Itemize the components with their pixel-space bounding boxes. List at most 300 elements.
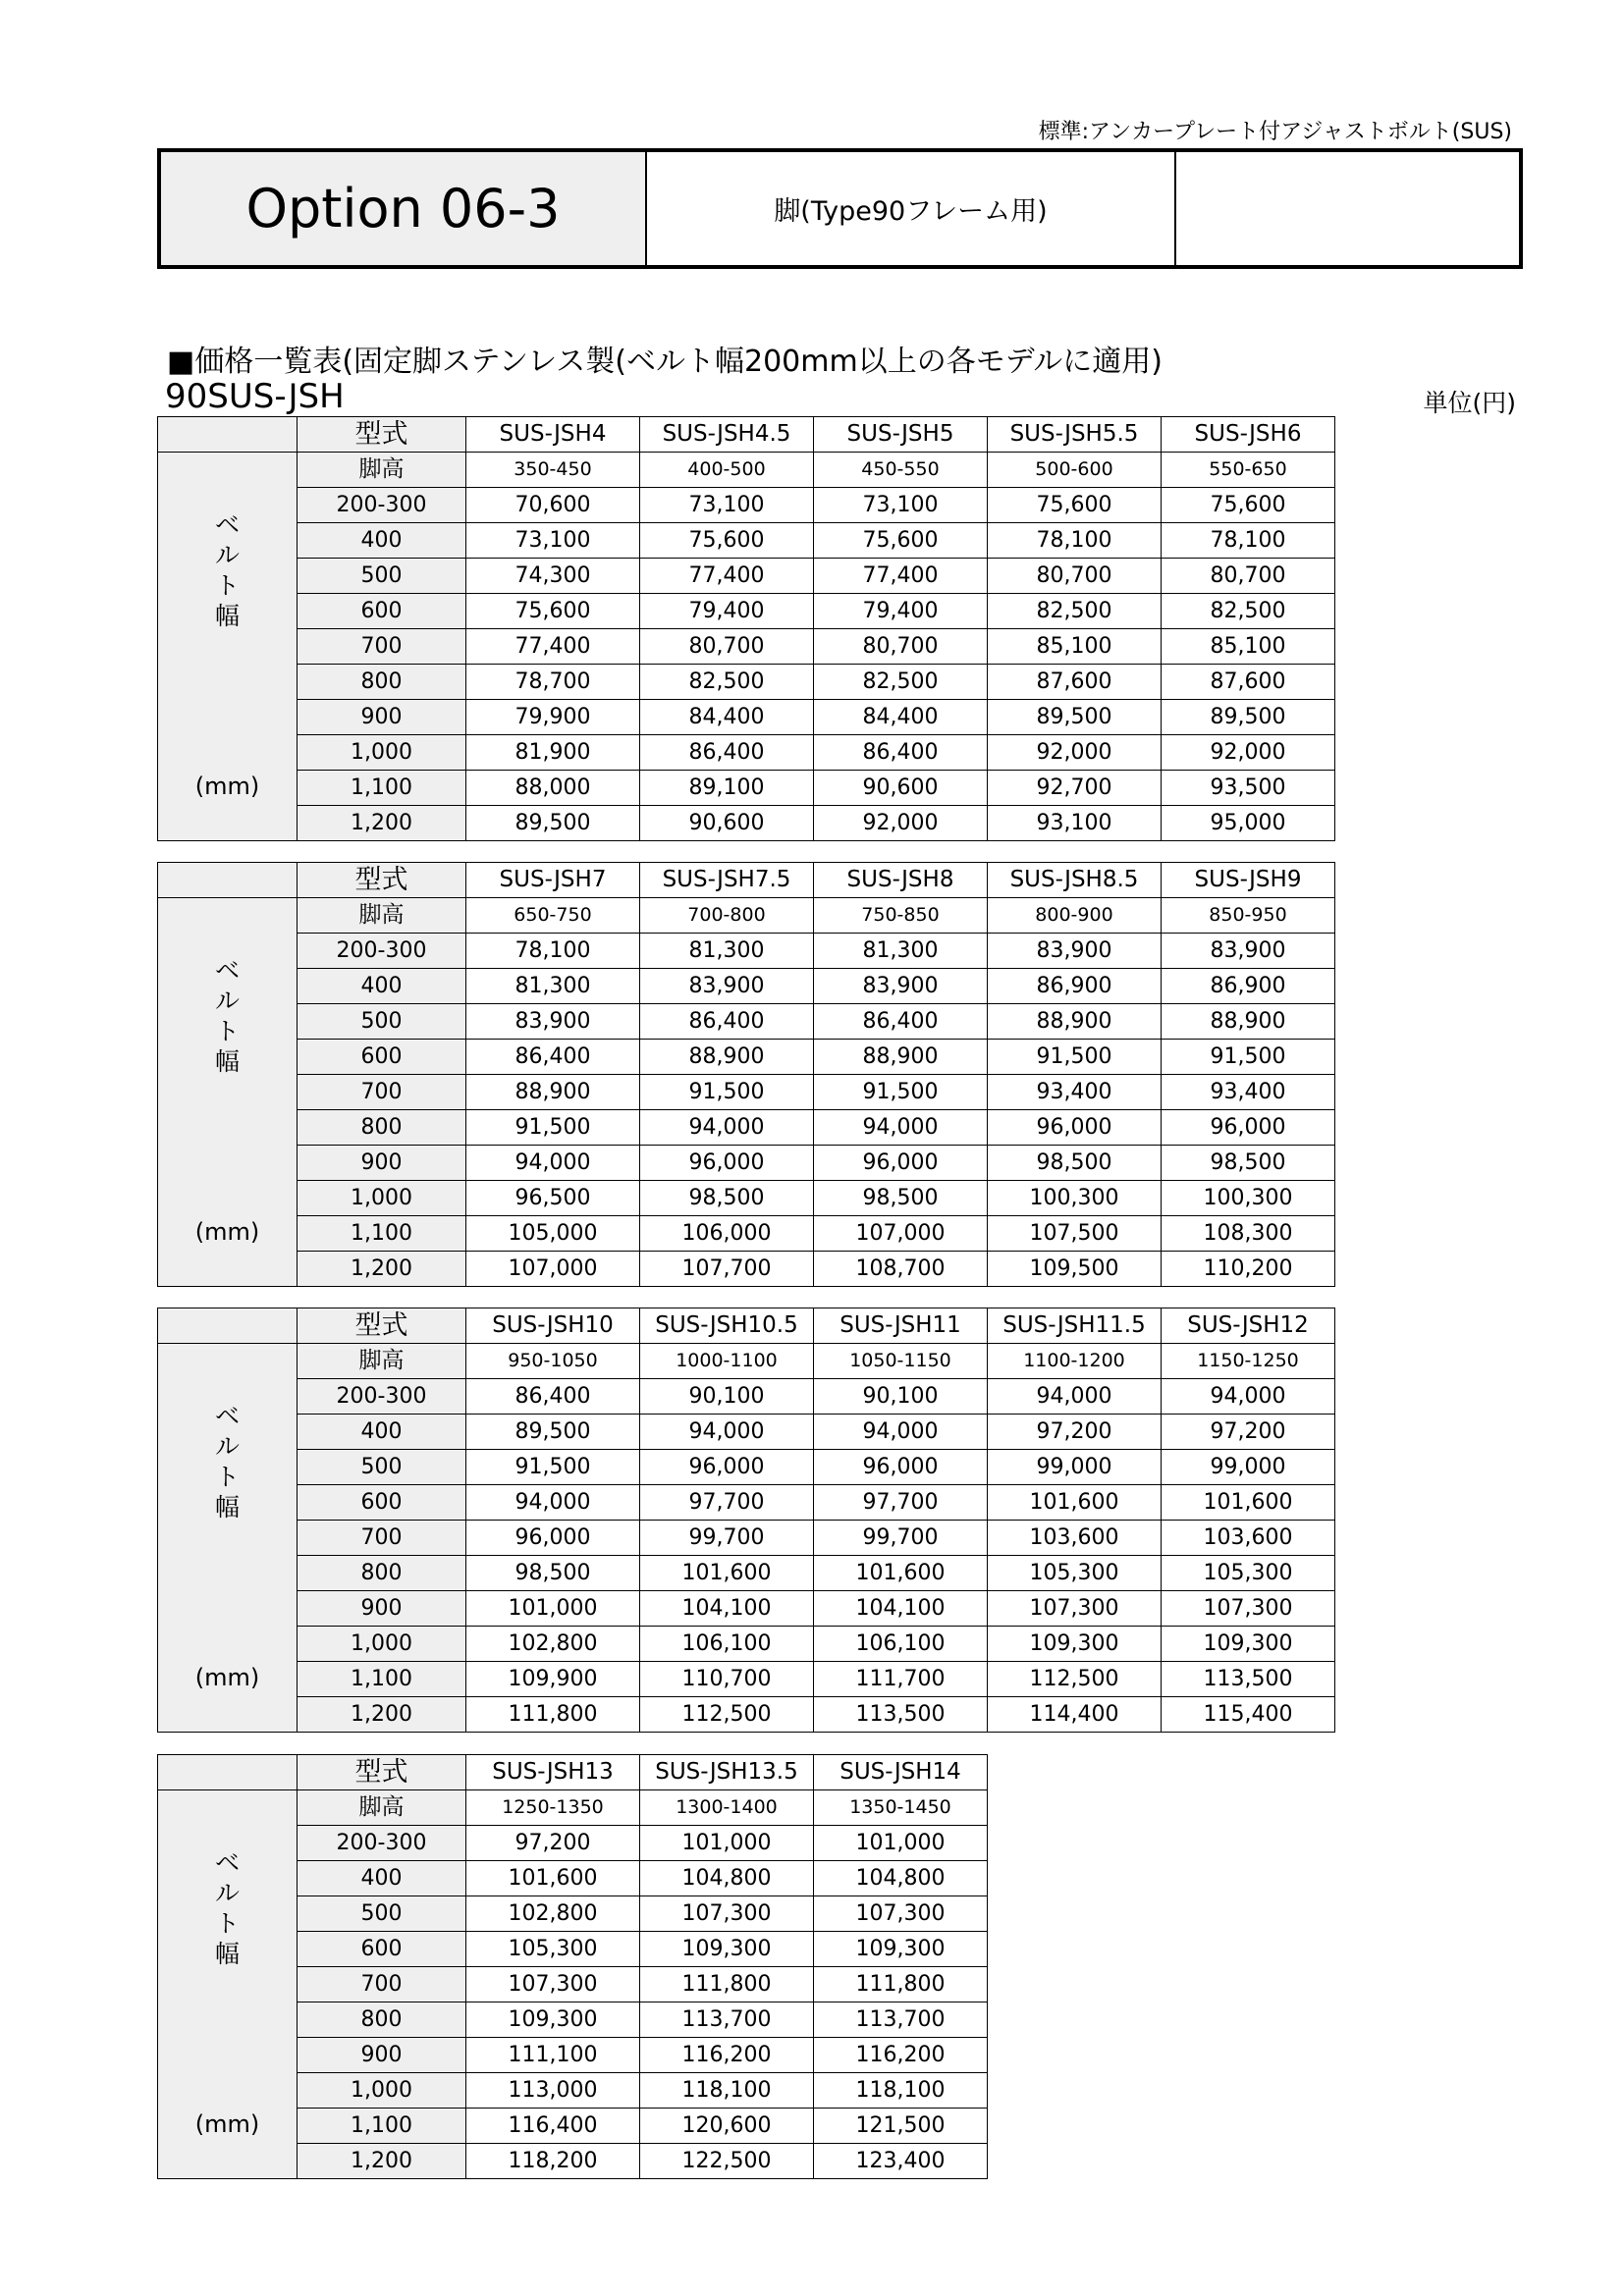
price-cell: 98,500 <box>988 1146 1162 1181</box>
price-cell: 111,700 <box>814 1662 988 1697</box>
model-name: SUS-JSH7 <box>466 863 640 898</box>
price-cell: 86,400 <box>814 735 988 771</box>
price-cell: 84,400 <box>814 700 988 735</box>
price-cell: 89,500 <box>466 806 640 841</box>
price-cell: 77,400 <box>466 629 640 665</box>
price-cell: 94,000 <box>466 1146 640 1181</box>
belt-width-char: ト <box>214 1017 240 1045</box>
model-name: SUS-JSH7.5 <box>640 863 814 898</box>
price-cell: 96,000 <box>814 1146 988 1181</box>
belt-width-value: 200-300 <box>298 1379 466 1415</box>
price-cell: 98,500 <box>466 1556 640 1591</box>
price-cell: 110,200 <box>1162 1252 1335 1287</box>
price-cell: 105,300 <box>466 1932 640 1967</box>
belt-width-value: 600 <box>298 1485 466 1521</box>
belt-width-char: ベ <box>214 1402 240 1430</box>
height-label: 脚高 <box>298 898 466 934</box>
price-cell: 107,300 <box>466 1967 640 2002</box>
price-cell: 85,100 <box>988 629 1162 665</box>
price-cell: 101,000 <box>640 1826 814 1861</box>
price-cell: 94,000 <box>1162 1379 1335 1415</box>
table-row <box>158 488 1335 523</box>
belt-width-value: 1,200 <box>298 1697 466 1733</box>
table-row <box>158 806 1335 841</box>
price-cell: 123,400 <box>814 2144 988 2179</box>
price-cell: 101,600 <box>814 1556 988 1591</box>
price-cell: 96,000 <box>988 1110 1162 1146</box>
price-cell: 75,600 <box>1162 488 1335 523</box>
belt-width-value: 700 <box>298 1075 466 1110</box>
price-cell: 104,800 <box>814 1861 988 1896</box>
height-range: 950-1050 <box>466 1344 640 1379</box>
height-range: 350-450 <box>466 453 640 488</box>
model-name: SUS-JSH11.5 <box>988 1308 1162 1344</box>
price-cell: 109,300 <box>988 1627 1162 1662</box>
table-row <box>158 1146 1335 1181</box>
price-cell: 99,700 <box>640 1521 814 1556</box>
price-cell: 118,200 <box>466 2144 640 2179</box>
height-range: 550-650 <box>1162 453 1335 488</box>
belt-width-value: 800 <box>298 1556 466 1591</box>
price-cell: 98,500 <box>814 1181 988 1216</box>
price-cell: 91,500 <box>466 1450 640 1485</box>
belt-width-value: 1,000 <box>298 1181 466 1216</box>
price-cell: 90,100 <box>814 1379 988 1415</box>
section-title: ■価格一覧表(固定脚ステンレス製(ベルト幅200mm以上の各モデルに適用) <box>167 345 1163 379</box>
belt-width-value: 1,000 <box>298 2073 466 2109</box>
price-cell: 87,600 <box>1162 665 1335 700</box>
belt-width-value: 400 <box>298 1861 466 1896</box>
price-cell: 86,400 <box>640 1004 814 1040</box>
table-row <box>158 735 1335 771</box>
price-cell: 109,500 <box>988 1252 1162 1287</box>
belt-width-char: 幅 <box>214 602 240 630</box>
price-cell: 74,300 <box>466 559 640 594</box>
belt-width-value: 1,200 <box>298 2144 466 2179</box>
belt-width-value: 700 <box>298 1967 466 2002</box>
price-cell: 113,500 <box>814 1697 988 1733</box>
belt-width-value: 200-300 <box>298 1826 466 1861</box>
belt-width-vertical-label <box>158 1401 297 1522</box>
price-cell: 80,700 <box>1162 559 1335 594</box>
price-cell: 83,900 <box>1162 934 1335 969</box>
price-cell: 91,500 <box>814 1075 988 1110</box>
model-row <box>158 417 1335 453</box>
price-cell: 108,300 <box>1162 1216 1335 1252</box>
price-cell: 107,300 <box>640 1896 814 1932</box>
price-cell: 80,700 <box>814 629 988 665</box>
price-cell: 73,100 <box>466 523 640 559</box>
height-row <box>158 898 1335 934</box>
belt-width-char: ベ <box>214 510 240 539</box>
price-cell: 110,700 <box>640 1662 814 1697</box>
belt-width-side-label <box>158 1344 298 1733</box>
price-cell: 101,000 <box>814 1826 988 1861</box>
table-row <box>158 1004 1335 1040</box>
table-row <box>158 1450 1335 1485</box>
price-cell: 91,500 <box>640 1075 814 1110</box>
belt-width-value: 1,000 <box>298 735 466 771</box>
height-range: 1050-1150 <box>814 1344 988 1379</box>
price-cell: 96,000 <box>640 1450 814 1485</box>
type-label: 型式 <box>298 1308 466 1344</box>
price-cell: 100,300 <box>988 1181 1162 1216</box>
height-range: 500-600 <box>988 453 1162 488</box>
type-label: 型式 <box>298 1755 466 1790</box>
model-name: SUS-JSH8.5 <box>988 863 1162 898</box>
belt-width-value: 1,200 <box>298 806 466 841</box>
price-cell: 105,300 <box>988 1556 1162 1591</box>
price-cell: 106,100 <box>814 1627 988 1662</box>
header-blank-cell <box>1176 152 1519 265</box>
price-cell: 94,000 <box>640 1415 814 1450</box>
price-table <box>157 416 1335 841</box>
table-row <box>158 1075 1335 1110</box>
belt-width-char: ル <box>214 987 240 1015</box>
model-name: SUS-JSH5 <box>814 417 988 453</box>
belt-width-value: 900 <box>298 1146 466 1181</box>
price-cell: 93,100 <box>988 806 1162 841</box>
price-cell: 111,800 <box>466 1697 640 1733</box>
table-row <box>158 665 1335 700</box>
price-cell: 107,000 <box>814 1216 988 1252</box>
model-name: SUS-JSH6 <box>1162 417 1335 453</box>
option-description: 脚(Type90フレーム用) <box>647 152 1176 265</box>
table-row <box>158 1521 1335 1556</box>
corner-cell <box>158 1308 298 1344</box>
price-cell: 116,200 <box>640 2038 814 2073</box>
option-number: Option 06-3 <box>161 152 647 265</box>
price-cell: 96,000 <box>466 1521 640 1556</box>
price-cell: 116,400 <box>466 2109 640 2144</box>
price-cell: 116,200 <box>814 2038 988 2073</box>
belt-width-value: 500 <box>298 559 466 594</box>
model-series: 90SUS-JSH <box>165 377 345 416</box>
belt-width-value: 200-300 <box>298 488 466 523</box>
price-cell: 98,500 <box>640 1181 814 1216</box>
price-cell: 97,200 <box>988 1415 1162 1450</box>
belt-width-char: ト <box>214 1909 240 1938</box>
belt-width-value: 700 <box>298 629 466 665</box>
belt-width-value: 900 <box>298 700 466 735</box>
price-cell: 97,200 <box>466 1826 640 1861</box>
price-cell: 88,900 <box>640 1040 814 1075</box>
table-row <box>158 1415 1335 1450</box>
price-cell: 120,600 <box>640 2109 814 2144</box>
unit-label: 単位(円) <box>1423 389 1516 417</box>
price-cell: 88,900 <box>988 1004 1162 1040</box>
price-cell: 94,000 <box>814 1415 988 1450</box>
height-label: 脚高 <box>298 1790 466 1826</box>
height-range: 850-950 <box>1162 898 1335 934</box>
belt-width-value: 1,100 <box>298 1662 466 1697</box>
price-cell: 89,500 <box>466 1415 640 1450</box>
mm-unit-label: (mm) <box>194 1664 260 1691</box>
price-cell: 111,800 <box>640 1967 814 2002</box>
belt-width-value: 400 <box>298 969 466 1004</box>
price-cell: 101,600 <box>640 1556 814 1591</box>
price-cell: 107,300 <box>988 1591 1162 1627</box>
belt-width-char: 幅 <box>214 1493 240 1522</box>
belt-width-value: 800 <box>298 665 466 700</box>
option-header <box>157 148 1523 269</box>
belt-width-value: 500 <box>298 1896 466 1932</box>
height-row <box>158 453 1335 488</box>
belt-width-value: 600 <box>298 594 466 629</box>
belt-width-value: 500 <box>298 1004 466 1040</box>
corner-cell <box>158 1755 298 1790</box>
price-cell: 81,300 <box>466 969 640 1004</box>
price-cell: 103,600 <box>1162 1521 1335 1556</box>
price-cell: 83,900 <box>640 969 814 1004</box>
price-cell: 75,600 <box>988 488 1162 523</box>
table-row <box>158 523 1335 559</box>
belt-width-value: 900 <box>298 1591 466 1627</box>
price-cell: 78,100 <box>1162 523 1335 559</box>
table-row <box>158 1556 1335 1591</box>
model-name: SUS-JSH11 <box>814 1308 988 1344</box>
price-cell: 75,600 <box>466 594 640 629</box>
price-cell: 81,300 <box>640 934 814 969</box>
price-cell: 111,800 <box>814 1967 988 2002</box>
price-cell: 109,900 <box>466 1662 640 1697</box>
price-cell: 99,000 <box>1162 1450 1335 1485</box>
price-cell: 86,400 <box>640 735 814 771</box>
price-cell: 93,400 <box>1162 1075 1335 1110</box>
price-cell: 99,700 <box>814 1521 988 1556</box>
price-table <box>157 1754 988 2179</box>
price-cell: 104,100 <box>814 1591 988 1627</box>
price-cell: 101,000 <box>466 1591 640 1627</box>
belt-width-vertical-label <box>158 955 297 1077</box>
price-cell: 82,500 <box>988 594 1162 629</box>
model-name: SUS-JSH8 <box>814 863 988 898</box>
table-row <box>158 1181 1335 1216</box>
price-cell: 104,800 <box>640 1861 814 1896</box>
price-cell: 94,000 <box>814 1110 988 1146</box>
price-cell: 94,000 <box>988 1379 1162 1415</box>
price-cell: 109,300 <box>640 1932 814 1967</box>
price-table <box>157 1308 1335 1733</box>
price-cell: 80,700 <box>640 629 814 665</box>
model-name: SUS-JSH13 <box>466 1755 640 1790</box>
height-range: 1300-1400 <box>640 1790 814 1826</box>
belt-width-vertical-label <box>158 1847 297 1969</box>
price-cell: 77,400 <box>640 559 814 594</box>
price-cell: 97,200 <box>1162 1415 1335 1450</box>
model-name: SUS-JSH9 <box>1162 863 1335 898</box>
price-cell: 93,400 <box>988 1075 1162 1110</box>
price-cell: 82,500 <box>814 665 988 700</box>
price-cell: 93,500 <box>1162 771 1335 806</box>
belt-width-value: 600 <box>298 1040 466 1075</box>
model-name: SUS-JSH5.5 <box>988 417 1162 453</box>
price-cell: 113,700 <box>814 2002 988 2038</box>
price-cell: 91,500 <box>1162 1040 1335 1075</box>
price-cell: 105,300 <box>1162 1556 1335 1591</box>
belt-width-value: 1,100 <box>298 2109 466 2144</box>
table-row <box>158 1110 1335 1146</box>
height-label: 脚高 <box>298 1344 466 1379</box>
price-cell: 73,100 <box>640 488 814 523</box>
height-range: 1250-1350 <box>466 1790 640 1826</box>
price-cell: 80,700 <box>988 559 1162 594</box>
belt-width-value: 600 <box>298 1932 466 1967</box>
height-range: 1100-1200 <box>988 1344 1162 1379</box>
model-row <box>158 863 1335 898</box>
belt-width-value: 200-300 <box>298 934 466 969</box>
height-row <box>158 1790 988 1826</box>
table-row <box>158 559 1335 594</box>
table-row <box>158 1697 1335 1733</box>
model-name: SUS-JSH12 <box>1162 1308 1335 1344</box>
belt-width-side-label <box>158 1790 298 2179</box>
belt-width-char: ベ <box>214 1848 240 1877</box>
price-cell: 75,600 <box>814 523 988 559</box>
price-cell: 97,700 <box>640 1485 814 1521</box>
price-cell: 96,500 <box>466 1181 640 1216</box>
price-cell: 112,500 <box>988 1662 1162 1697</box>
price-cell: 85,100 <box>1162 629 1335 665</box>
price-cell: 90,600 <box>814 771 988 806</box>
height-range: 800-900 <box>988 898 1162 934</box>
belt-width-value: 500 <box>298 1450 466 1485</box>
model-name: SUS-JSH10 <box>466 1308 640 1344</box>
table-row <box>158 1040 1335 1075</box>
price-cell: 107,300 <box>814 1896 988 1932</box>
price-cell: 82,500 <box>640 665 814 700</box>
table-row <box>158 1591 1335 1627</box>
height-range: 1150-1250 <box>1162 1344 1335 1379</box>
price-cell: 86,900 <box>988 969 1162 1004</box>
price-cell: 103,600 <box>988 1521 1162 1556</box>
price-cell: 112,500 <box>640 1697 814 1733</box>
price-cell: 109,300 <box>814 1932 988 1967</box>
price-cell: 102,800 <box>466 1896 640 1932</box>
price-cell: 91,500 <box>988 1040 1162 1075</box>
table-row <box>158 771 1335 806</box>
price-cell: 118,100 <box>640 2073 814 2109</box>
belt-width-char: ル <box>214 1879 240 1907</box>
price-cell: 92,000 <box>814 806 988 841</box>
price-table <box>157 862 1335 1287</box>
price-cell: 86,400 <box>466 1040 640 1075</box>
corner-cell <box>158 417 298 453</box>
price-cell: 107,700 <box>640 1252 814 1287</box>
price-cell: 113,700 <box>640 2002 814 2038</box>
price-cell: 84,400 <box>640 700 814 735</box>
price-cell: 83,900 <box>814 969 988 1004</box>
model-row <box>158 1755 988 1790</box>
price-cell: 121,500 <box>814 2109 988 2144</box>
table-row <box>158 1252 1335 1287</box>
price-cell: 77,400 <box>814 559 988 594</box>
price-cell: 90,100 <box>640 1379 814 1415</box>
belt-width-char: ル <box>214 541 240 569</box>
price-cell: 78,700 <box>466 665 640 700</box>
price-cell: 122,500 <box>640 2144 814 2179</box>
table-row <box>158 934 1335 969</box>
price-cell: 102,800 <box>466 1627 640 1662</box>
price-cell: 87,600 <box>988 665 1162 700</box>
price-cell: 96,000 <box>814 1450 988 1485</box>
price-cell: 107,000 <box>466 1252 640 1287</box>
price-cell: 94,000 <box>640 1110 814 1146</box>
price-cell: 86,400 <box>814 1004 988 1040</box>
price-cell: 104,100 <box>640 1591 814 1627</box>
height-range: 650-750 <box>466 898 640 934</box>
price-cell: 111,100 <box>466 2038 640 2073</box>
price-cell: 88,000 <box>466 771 640 806</box>
model-name: SUS-JSH13.5 <box>640 1755 814 1790</box>
belt-width-value: 400 <box>298 1415 466 1450</box>
belt-width-value: 800 <box>298 2002 466 2038</box>
price-cell: 79,900 <box>466 700 640 735</box>
height-range: 1350-1450 <box>814 1790 988 1826</box>
model-name: SUS-JSH14 <box>814 1755 988 1790</box>
belt-width-char: ト <box>214 571 240 600</box>
price-cell: 88,900 <box>814 1040 988 1075</box>
price-cell: 109,300 <box>1162 1627 1335 1662</box>
price-cell: 73,100 <box>814 488 988 523</box>
table-row <box>158 1662 1335 1697</box>
height-range: 750-850 <box>814 898 988 934</box>
height-range: 450-550 <box>814 453 988 488</box>
price-cell: 99,000 <box>988 1450 1162 1485</box>
type-label: 型式 <box>298 417 466 453</box>
price-cell: 78,100 <box>466 934 640 969</box>
table-row <box>158 1216 1335 1252</box>
price-cell: 108,700 <box>814 1252 988 1287</box>
type-label: 型式 <box>298 863 466 898</box>
price-cell: 92,000 <box>988 735 1162 771</box>
price-cell: 101,600 <box>466 1861 640 1896</box>
price-cell: 88,900 <box>1162 1004 1335 1040</box>
belt-width-value: 1,100 <box>298 771 466 806</box>
price-cell: 101,600 <box>988 1485 1162 1521</box>
price-cell: 114,400 <box>988 1697 1162 1733</box>
belt-width-side-label <box>158 898 298 1287</box>
corner-cell <box>158 863 298 898</box>
belt-width-value: 400 <box>298 523 466 559</box>
price-cell: 88,900 <box>466 1075 640 1110</box>
price-cell: 89,500 <box>1162 700 1335 735</box>
price-cell: 107,500 <box>988 1216 1162 1252</box>
model-name: SUS-JSH4.5 <box>640 417 814 453</box>
price-cell: 92,700 <box>988 771 1162 806</box>
model-row <box>158 1308 1335 1344</box>
price-cell: 107,300 <box>1162 1591 1335 1627</box>
price-cell: 96,000 <box>1162 1110 1335 1146</box>
belt-width-char: 幅 <box>214 1047 240 1076</box>
mm-unit-label: (mm) <box>194 1218 260 1246</box>
belt-width-value: 900 <box>298 2038 466 2073</box>
price-cell: 109,300 <box>466 2002 640 2038</box>
mm-unit-label: (mm) <box>194 2110 260 2138</box>
price-cell: 75,600 <box>640 523 814 559</box>
model-name: SUS-JSH4 <box>466 417 640 453</box>
height-range: 700-800 <box>640 898 814 934</box>
price-cell: 96,000 <box>640 1146 814 1181</box>
price-cell: 70,600 <box>466 488 640 523</box>
price-cell: 86,900 <box>1162 969 1335 1004</box>
price-cell: 91,500 <box>466 1110 640 1146</box>
price-cell: 81,900 <box>466 735 640 771</box>
belt-width-char: 幅 <box>214 1940 240 1968</box>
price-cell: 89,100 <box>640 771 814 806</box>
price-cell: 100,300 <box>1162 1181 1335 1216</box>
table-row <box>158 1379 1335 1415</box>
